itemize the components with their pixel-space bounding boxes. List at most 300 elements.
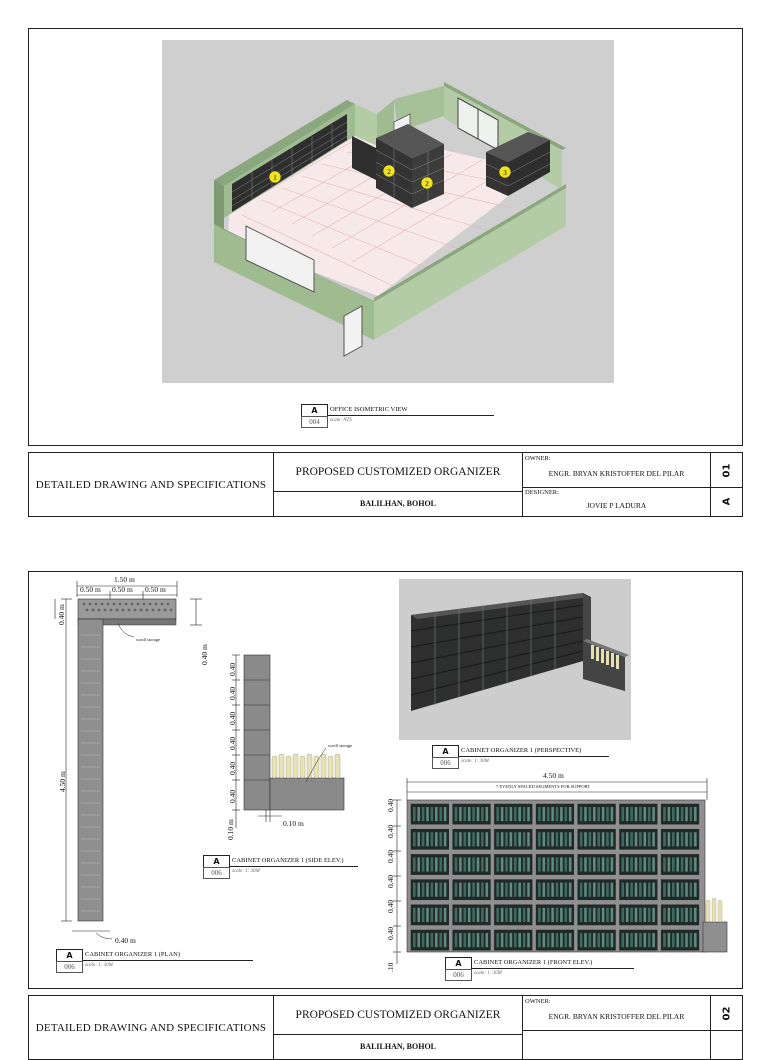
shelf-book	[580, 933, 583, 947]
shelf-book	[676, 832, 679, 846]
shelf-book	[630, 807, 633, 821]
shelf-book	[694, 883, 697, 897]
shelf-book	[514, 807, 517, 821]
shelf-book	[560, 857, 563, 871]
shelf-book	[584, 933, 587, 947]
plan-segment-2: 0.50 m	[112, 585, 133, 594]
shelf-book	[556, 908, 559, 922]
shelf-book	[439, 933, 442, 947]
shelf-book	[426, 807, 429, 821]
shelf-book	[518, 832, 521, 846]
shelf-book	[444, 807, 447, 821]
shelf-book	[417, 832, 420, 846]
shelf-book	[681, 908, 684, 922]
shelf-cubby	[661, 905, 699, 925]
shelf-book	[690, 857, 693, 871]
shelf-cubby	[578, 930, 616, 950]
shelf-book	[527, 857, 530, 871]
shelf-book	[569, 857, 572, 871]
shelf-book	[644, 908, 647, 922]
shelf-cubby	[578, 905, 616, 925]
side-shelf-3: 0.40	[228, 711, 237, 725]
shelf-book	[510, 933, 513, 947]
shelf-book	[455, 883, 458, 897]
project-location: BALILHAN, BOHOL	[359, 499, 436, 508]
shelf-book	[593, 832, 596, 846]
shelf-book	[435, 857, 438, 871]
shelf-cubby	[578, 804, 616, 824]
shelf-book	[685, 883, 688, 897]
shelf-book	[639, 832, 642, 846]
shelf-book	[547, 807, 550, 821]
shelf-cubby	[411, 930, 449, 950]
shelf-book	[413, 908, 416, 922]
shelf-book	[431, 933, 434, 947]
shelf-book	[569, 883, 572, 897]
shelf-book	[455, 933, 458, 947]
shelf-book	[431, 807, 434, 821]
shelf-book	[431, 857, 434, 871]
shelf-book	[417, 883, 420, 897]
shelf-book	[589, 883, 592, 897]
shelf-book	[551, 908, 554, 922]
shelf-book	[580, 883, 583, 897]
shelf-book	[468, 933, 471, 947]
shelf-book	[464, 883, 467, 897]
shelf-book	[468, 857, 471, 871]
shelf-book	[589, 857, 592, 871]
shelf-book	[518, 857, 521, 871]
shelf-book	[514, 857, 517, 871]
shelf-book	[626, 857, 629, 871]
shelf-book	[551, 883, 554, 897]
shelf-book	[481, 933, 484, 947]
owner-designer-cell	[523, 996, 711, 1059]
shelf-book	[648, 883, 651, 897]
shelf-book	[556, 857, 559, 871]
shelf-book	[481, 908, 484, 922]
view-tag-letter: A	[432, 745, 459, 757]
shelf-book	[459, 933, 462, 947]
shelf-book	[455, 807, 458, 821]
shelf-book	[459, 883, 462, 897]
svg-text:2: 2	[387, 168, 391, 176]
shelf-cubby	[453, 829, 491, 849]
shelf-book	[694, 807, 697, 821]
shelf-book	[518, 807, 521, 821]
shelf-book	[602, 908, 605, 922]
shelf-book	[413, 832, 416, 846]
shelf-book	[510, 857, 513, 871]
shelf-book	[464, 857, 467, 871]
shelf-book	[672, 883, 675, 897]
perspective-render	[399, 579, 631, 740]
shelf-book	[472, 857, 475, 871]
shelf-book	[464, 832, 467, 846]
section-title: DETAILED DRAWING AND SPECIFICATIONS	[29, 996, 274, 1059]
shelf-book	[444, 883, 447, 897]
shelf-book	[597, 933, 600, 947]
sheet-number-cell	[711, 996, 742, 1059]
shelf-book	[439, 883, 442, 897]
shelf-book	[597, 832, 600, 846]
shelf-cubby	[494, 804, 532, 824]
shelf-book	[538, 908, 541, 922]
shelf-book	[468, 908, 471, 922]
shelf-book	[527, 883, 530, 897]
shelf-book	[510, 832, 513, 846]
shelf-book	[626, 832, 629, 846]
view-tag-letter: A	[445, 957, 472, 969]
shelf-book	[477, 908, 480, 922]
shelf-book	[547, 832, 550, 846]
shelf-cubby	[494, 829, 532, 849]
shelf-book	[611, 857, 614, 871]
view-tag-number: 004	[301, 416, 328, 428]
section-title: DETAILED DRAWING AND SPECIFICATIONS	[29, 453, 274, 516]
shelf-book	[672, 832, 675, 846]
project-title: PROPOSED CUSTOMIZED ORGANIZER	[274, 996, 522, 1035]
shelf-book	[496, 832, 499, 846]
shelf-book	[538, 883, 541, 897]
shelf-book	[435, 807, 438, 821]
front-width-dim: 4.50 m	[543, 771, 564, 780]
shelf-book	[589, 832, 592, 846]
shelf-book	[611, 832, 614, 846]
shelf-book	[602, 933, 605, 947]
designer-label: DESIGNER:	[525, 489, 559, 496]
shelf-book	[648, 908, 651, 922]
shelf-book	[496, 908, 499, 922]
shelf-book	[413, 933, 416, 947]
shelf-book	[556, 883, 559, 897]
shelf-book	[543, 933, 546, 947]
shelf-book	[468, 832, 471, 846]
shelf-cubby	[411, 854, 449, 874]
shelf-cubby	[578, 880, 616, 900]
shelf-book	[551, 857, 554, 871]
shelf-book	[560, 832, 563, 846]
shelf-book	[602, 883, 605, 897]
shelf-book	[543, 807, 546, 821]
shelf-book	[527, 807, 530, 821]
shelf-book	[560, 933, 563, 947]
shelf-book	[426, 883, 429, 897]
project-cell	[274, 453, 523, 516]
shelf-book	[514, 908, 517, 922]
shelf-book	[584, 832, 587, 846]
view-tag-number: 006	[203, 867, 230, 879]
shelf-book	[676, 857, 679, 871]
shelf-book	[593, 883, 596, 897]
shelf-book	[565, 857, 568, 871]
shelf-book	[505, 933, 508, 947]
shelf-book	[644, 933, 647, 947]
shelf-book	[584, 807, 587, 821]
owner-designer-cell	[523, 453, 711, 516]
shelf-book	[505, 908, 508, 922]
shelf-book	[584, 908, 587, 922]
view-tag-number: 006	[432, 757, 459, 769]
shelf-book	[681, 857, 684, 871]
shelf-book	[505, 807, 508, 821]
plan-overall-width: 1.50 m	[114, 575, 135, 584]
shelf-book	[663, 933, 666, 947]
shelf-book	[602, 832, 605, 846]
shelf-book	[672, 807, 675, 821]
marker-2a	[383, 165, 395, 177]
shelf-book	[472, 807, 475, 821]
shelf-cubby	[536, 804, 574, 824]
shelf-book	[602, 857, 605, 871]
shelf-book	[639, 857, 642, 871]
view-tag-perspective	[432, 745, 612, 769]
shelf-book	[672, 908, 675, 922]
shelf-book	[505, 832, 508, 846]
shelf-book	[435, 933, 438, 947]
shelf-book	[486, 933, 489, 947]
front-shelf-6: 0.40	[386, 926, 395, 940]
shelf-cubby	[453, 930, 491, 950]
shelf-book	[644, 857, 647, 871]
shelf-book	[481, 883, 484, 897]
side-elevation-drawing	[222, 650, 372, 830]
shelf-book	[681, 933, 684, 947]
shelf-book	[439, 832, 442, 846]
shelf-book	[472, 883, 475, 897]
shelf-book	[538, 933, 541, 947]
shelf-book	[668, 933, 671, 947]
shelf-book	[606, 933, 609, 947]
shelf-book	[676, 883, 679, 897]
shelf-book	[593, 807, 596, 821]
shelf-book	[668, 832, 671, 846]
shelf-book	[622, 908, 625, 922]
shelf-book	[510, 908, 513, 922]
shelf-book	[611, 807, 614, 821]
shelf-book	[602, 807, 605, 821]
shelf-book	[464, 908, 467, 922]
shelf-book	[652, 832, 655, 846]
shelf-book	[543, 857, 546, 871]
shelf-book	[569, 807, 572, 821]
shelf-book	[435, 883, 438, 897]
view-tag-letter: A	[301, 404, 328, 416]
shelf-book	[681, 832, 684, 846]
shelf-book	[560, 883, 563, 897]
shelf-book	[455, 857, 458, 871]
shelf-cubby	[661, 854, 699, 874]
shelf-cubby	[536, 854, 574, 874]
shelf-book	[538, 857, 541, 871]
shelf-book	[543, 908, 546, 922]
shelf-book	[556, 832, 559, 846]
sheet-number: 02	[720, 1006, 732, 1020]
project-cell	[274, 996, 523, 1059]
front-shelf-2: 0.40	[386, 824, 395, 838]
shelf-book	[589, 933, 592, 947]
shelf-book	[501, 933, 504, 947]
shelf-book	[477, 933, 480, 947]
shelf-book	[630, 857, 633, 871]
shelf-book	[527, 933, 530, 947]
shelf-book	[538, 832, 541, 846]
shelf-book	[639, 807, 642, 821]
designer-name: JOVIE P LADURA	[586, 501, 647, 510]
shelf-book	[685, 807, 688, 821]
shelf-book	[501, 857, 504, 871]
shelf-book	[523, 807, 526, 821]
shelf-book	[626, 883, 629, 897]
shelf-book	[514, 832, 517, 846]
shelf-book	[606, 857, 609, 871]
shelf-cubby	[536, 829, 574, 849]
shelf-book	[444, 908, 447, 922]
side-base-height: 0.10 m	[226, 819, 235, 840]
side-shelf-4: 0.40	[228, 736, 237, 750]
shelf-book	[435, 832, 438, 846]
shelf-cubby	[661, 804, 699, 824]
shelf-book	[459, 857, 462, 871]
shelf-cubby	[411, 804, 449, 824]
shelf-book	[593, 857, 596, 871]
shelf-book	[685, 857, 688, 871]
shelf-cubby	[578, 854, 616, 874]
shelf-book	[547, 883, 550, 897]
shelf-book	[593, 933, 596, 947]
view-tag-plan	[56, 949, 256, 973]
shelf-book	[422, 883, 425, 897]
shelf-cubby	[661, 880, 699, 900]
shelf-cubby	[578, 829, 616, 849]
shelf-book	[543, 883, 546, 897]
shelf-book	[556, 807, 559, 821]
front-shelf-4: 0.40	[386, 874, 395, 888]
shelf-book	[565, 883, 568, 897]
shelf-cubby	[411, 829, 449, 849]
shelf-book	[547, 857, 550, 871]
shelf-book	[472, 832, 475, 846]
shelf-book	[459, 908, 462, 922]
view-tag-side	[203, 855, 363, 879]
shelf-book	[635, 883, 638, 897]
shelf-book	[685, 832, 688, 846]
shelf-book	[417, 807, 420, 821]
shelf-cubby	[536, 880, 574, 900]
shelf-book	[652, 807, 655, 821]
shelf-book	[501, 883, 504, 897]
shelf-book	[694, 832, 697, 846]
marker-2b	[421, 177, 433, 189]
shelf-book	[523, 857, 526, 871]
shelf-book	[611, 883, 614, 897]
shelf-book	[690, 883, 693, 897]
shelf-book	[690, 807, 693, 821]
shelf-book	[439, 908, 442, 922]
shelf-book	[426, 908, 429, 922]
shelf-book	[477, 832, 480, 846]
shelf-book	[455, 908, 458, 922]
office-isometric-render	[162, 40, 614, 383]
view-tag-letter: A	[56, 949, 83, 961]
shelf-cubby	[453, 880, 491, 900]
shelf-book	[543, 832, 546, 846]
side-shelf-2: 0.40	[228, 686, 237, 700]
svg-text:2: 2	[425, 180, 429, 188]
shelf-book	[417, 857, 420, 871]
shelf-book	[527, 908, 530, 922]
shelf-book	[501, 908, 504, 922]
shelf-book	[518, 933, 521, 947]
shelf-book	[444, 933, 447, 947]
shelf-book	[505, 883, 508, 897]
shelf-book	[648, 807, 651, 821]
shelf-book	[417, 933, 420, 947]
shelf-book	[648, 933, 651, 947]
shelf-book	[597, 883, 600, 897]
shelf-book	[496, 807, 499, 821]
title-block-2	[28, 995, 743, 1060]
shelf-book	[630, 933, 633, 947]
shelf-book	[444, 832, 447, 846]
shelf-book	[622, 832, 625, 846]
shelf-cubby	[453, 854, 491, 874]
shelf-book	[597, 908, 600, 922]
shelf-book	[569, 832, 572, 846]
shelf-book	[676, 807, 679, 821]
shelf-book	[523, 832, 526, 846]
shelf-book	[551, 807, 554, 821]
shelf-book	[644, 807, 647, 821]
plan-length-dim: 4.50 m	[58, 771, 67, 792]
shelf-book	[606, 832, 609, 846]
plan-scroll-note: scroll storage	[136, 637, 161, 642]
shelf-book	[472, 908, 475, 922]
view-tag-front	[445, 957, 645, 981]
shelf-book	[417, 908, 420, 922]
shelf-book	[690, 832, 693, 846]
plan-segment-3: 0.50 m	[145, 585, 166, 594]
shelf-book	[694, 857, 697, 871]
shelf-book	[652, 883, 655, 897]
shelf-cubby	[494, 930, 532, 950]
shelf-book	[523, 933, 526, 947]
shelf-book	[413, 807, 416, 821]
view-tag-scale: scale: 1: 30M	[232, 869, 260, 874]
shelf-book	[668, 807, 671, 821]
shelf-book	[652, 908, 655, 922]
shelf-cubby	[453, 905, 491, 925]
shelf-book	[547, 908, 550, 922]
shelf-book	[569, 908, 572, 922]
shelf-book	[672, 933, 675, 947]
shelf-book	[501, 807, 504, 821]
shelf-book	[422, 832, 425, 846]
shelf-cubby	[536, 930, 574, 950]
shelf-book	[486, 857, 489, 871]
owner-name: ENGR. BRYAN KRISTOFFER DEL PILAR	[548, 469, 685, 478]
shelf-book	[639, 933, 642, 947]
shelf-book	[597, 857, 600, 871]
shelf-book	[496, 883, 499, 897]
shelf-book	[639, 908, 642, 922]
front-shelf-5: 0.40	[386, 899, 395, 913]
shelf-book	[635, 857, 638, 871]
shelf-book	[468, 807, 471, 821]
shelf-cubby	[411, 905, 449, 925]
front-elevation-drawing	[385, 778, 730, 978]
view-tag-title: CABINET ORGANIZER 1 (FRONT ELEV.)	[474, 959, 593, 966]
